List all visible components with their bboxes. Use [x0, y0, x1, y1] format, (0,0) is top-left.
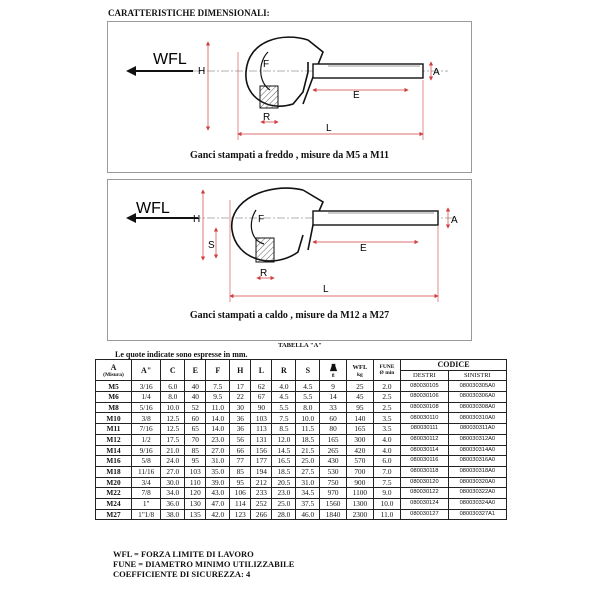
cell-code: 080030112 — [401, 434, 449, 445]
table-cell: 700 — [346, 466, 373, 477]
table-header-row — [96, 360, 507, 371]
table-cell: 7.5 — [272, 413, 296, 424]
table-cell: 67 — [251, 392, 272, 403]
col-l: L — [251, 360, 272, 381]
table-cell: 16.5 — [272, 456, 296, 467]
table-cell: 22 — [230, 392, 251, 403]
table-cell: 110 — [185, 477, 206, 488]
table-cell: 165 — [346, 424, 373, 435]
cell-code: 080030320A0 — [448, 477, 506, 488]
table-cell: 11/16 — [132, 466, 161, 477]
notes — [113, 549, 294, 579]
table-cell: 266 — [251, 509, 272, 520]
dimensions-table — [95, 359, 507, 520]
table-cell: 23.0 — [272, 488, 296, 499]
table-cell: 135 — [185, 509, 206, 520]
table-cell: 3.5 — [373, 424, 400, 435]
table-cell: 34.0 — [161, 488, 185, 499]
table-cell: 85 — [185, 445, 206, 456]
table-cell: 265 — [320, 445, 347, 456]
figure-cold-forged-hook — [107, 21, 472, 173]
table-cell: 570 — [346, 456, 373, 467]
table-cell: 1560 — [320, 498, 347, 509]
table-cell: 140 — [346, 413, 373, 424]
table-title: TABELLA "A" — [278, 342, 322, 349]
weight-icon — [329, 363, 338, 372]
table-cell: 24.0 — [161, 456, 185, 467]
table-cell: 45 — [346, 392, 373, 403]
figure-hot-forged-hook — [107, 179, 472, 341]
cell-code: 080030314A0 — [448, 445, 506, 456]
table-cell: 33 — [320, 402, 347, 413]
cell-code: 080030324A0 — [448, 498, 506, 509]
table-cell: 30.0 — [161, 477, 185, 488]
table-cell: 10.0 — [161, 402, 185, 413]
table-cell: 4.0 — [272, 381, 296, 392]
table-cell: 8.0 — [296, 402, 320, 413]
cell-size: M14 — [96, 445, 132, 456]
cell-code: 080030105 — [401, 381, 449, 392]
table-cell: 300 — [346, 434, 373, 445]
table-cell: 95 — [185, 456, 206, 467]
cell-size: M20 — [96, 477, 132, 488]
table-cell: 4.0 — [373, 445, 400, 456]
table-cell: 194 — [251, 466, 272, 477]
table-cell: 60 — [185, 413, 206, 424]
svg-text:L: L — [326, 123, 332, 134]
table-cell: 7/8 — [132, 488, 161, 499]
table-cell: 14 — [320, 392, 347, 403]
table-cell: 3.5 — [373, 413, 400, 424]
svg-text:H: H — [193, 214, 201, 225]
table-cell: 38.0 — [161, 509, 185, 520]
table-cell: 4.5 — [272, 392, 296, 403]
table-row — [96, 392, 507, 403]
table-cell: 9.5 — [206, 392, 230, 403]
table-row — [96, 402, 507, 413]
table-cell: 530 — [320, 466, 347, 477]
table-cell: 27.5 — [296, 466, 320, 477]
cell-size: M8 — [96, 402, 132, 413]
table-cell: 2.0 — [373, 381, 400, 392]
table-cell: 252 — [251, 498, 272, 509]
table-cell: 420 — [346, 445, 373, 456]
table-cell: 4.0 — [373, 434, 400, 445]
cell-size: M18 — [96, 466, 132, 477]
table-cell: 1100 — [346, 488, 373, 499]
table-row — [96, 381, 507, 392]
col-weight: g — [320, 360, 347, 381]
table-cell: 27.0 — [206, 445, 230, 456]
table-cell: 43.0 — [206, 488, 230, 499]
table-cell: 85 — [230, 466, 251, 477]
table-cell: 9/16 — [132, 445, 161, 456]
note-fune: FUNE = DIAMETRO MINIMO UTILIZZABILE — [113, 559, 295, 569]
table-cell: 156 — [251, 445, 272, 456]
table-body — [96, 381, 507, 520]
col-destri: DESTRI — [401, 370, 449, 381]
table-cell: 7/16 — [132, 424, 161, 435]
col-a: A (Misura) — [96, 360, 132, 381]
table-cell: 14.0 — [206, 413, 230, 424]
cell-code: 080030116 — [401, 456, 449, 467]
note-safety: COEFFICIENTE DI SICUREZZA: 4 — [113, 569, 251, 579]
table-cell: 103 — [251, 413, 272, 424]
table-cell: 11.0 — [206, 402, 230, 413]
cell-size: M27 — [96, 509, 132, 520]
table-cell: 123 — [230, 509, 251, 520]
table-row — [96, 498, 507, 509]
cell-size: M10 — [96, 413, 132, 424]
cell-code: 080030310A0 — [448, 413, 506, 424]
table-cell: 36.0 — [161, 498, 185, 509]
table-cell: 28.0 — [272, 509, 296, 520]
cell-size: M5 — [96, 381, 132, 392]
table-cell: 39.0 — [206, 477, 230, 488]
table-cell: 7.5 — [206, 381, 230, 392]
note-wfl: WFL = FORZA LIMITE DI LAVORO — [113, 549, 254, 559]
table-cell: 23.0 — [206, 434, 230, 445]
svg-text:F: F — [263, 59, 270, 70]
svg-text:A: A — [433, 67, 440, 78]
table-subtitle: Le quote indicate sono espresse in mm. — [115, 350, 248, 359]
table-cell: 35.0 — [206, 466, 230, 477]
table-cell: 34.5 — [296, 488, 320, 499]
table-cell: 11.0 — [373, 509, 400, 520]
table-cell: 114 — [230, 498, 251, 509]
table-cell: 60 — [320, 413, 347, 424]
col-fune: FUNE Ø min — [373, 360, 400, 381]
col-f: F — [206, 360, 230, 381]
table-cell: 8.5 — [272, 424, 296, 435]
col-h: H — [230, 360, 251, 381]
table-cell: 103 — [185, 466, 206, 477]
table-cell: 36 — [230, 413, 251, 424]
table-cell: 31.0 — [296, 477, 320, 488]
cell-code: 080030114 — [401, 445, 449, 456]
svg-text:F: F — [258, 214, 265, 225]
table-cell: 5.5 — [272, 402, 296, 413]
table-cell: 2.5 — [373, 402, 400, 413]
table-cell: 165 — [320, 434, 347, 445]
table-cell: 233 — [251, 488, 272, 499]
table-cell: 47.0 — [206, 498, 230, 509]
table-cell: 10.0 — [373, 498, 400, 509]
table-cell: 52 — [185, 402, 206, 413]
section-title: CARATTERISTICHE DIMENSIONALI: — [108, 8, 270, 18]
table-cell: 14.5 — [272, 445, 296, 456]
svg-text:E: E — [360, 243, 367, 254]
table-row — [96, 456, 507, 467]
table-cell: 6.0 — [373, 456, 400, 467]
col-c: C — [161, 360, 185, 381]
table-cell: 25.0 — [272, 498, 296, 509]
table-row — [96, 445, 507, 456]
col-e: E — [185, 360, 206, 381]
table-cell: 42.0 — [206, 509, 230, 520]
cell-code: 080030124 — [401, 498, 449, 509]
table-row — [96, 477, 507, 488]
cell-code: 080030110 — [401, 413, 449, 424]
cell-code: 080030108 — [401, 402, 449, 413]
cell-size: M12 — [96, 434, 132, 445]
table-cell: 177 — [251, 456, 272, 467]
table-cell: 31.0 — [206, 456, 230, 467]
table-cell: 1840 — [320, 509, 347, 520]
svg-text:R: R — [260, 268, 268, 279]
table-cell: 95 — [230, 477, 251, 488]
table-cell: 900 — [346, 477, 373, 488]
table-cell: 131 — [251, 434, 272, 445]
cell-code: 080030127 — [401, 509, 449, 520]
table-cell: 9 — [320, 381, 347, 392]
table-cell: 1" — [132, 498, 161, 509]
table-cell: 130 — [185, 498, 206, 509]
table-cell: 21.0 — [161, 445, 185, 456]
table-cell: 1300 — [346, 498, 373, 509]
table-cell: 25 — [346, 381, 373, 392]
table-cell: 1/2 — [132, 434, 161, 445]
table-cell: 65 — [185, 424, 206, 435]
table-cell: 3/4 — [132, 477, 161, 488]
svg-text:H: H — [198, 66, 206, 77]
table-cell: 5.5 — [296, 392, 320, 403]
table-cell: 90 — [251, 402, 272, 413]
col-a-inch: A" — [132, 360, 161, 381]
figure1-caption: Ganci stampati a freddo , misure da M5 a M11 — [189, 150, 390, 161]
col-codice: CODICE — [401, 360, 507, 371]
col-wfl: WFL kg — [346, 360, 373, 381]
table-cell: 56 — [230, 434, 251, 445]
table-row — [96, 424, 507, 435]
cell-code: 080030327A1 — [448, 509, 506, 520]
cell-size: M16 — [96, 456, 132, 467]
table-cell: 12.5 — [161, 424, 185, 435]
table-cell: 30 — [230, 402, 251, 413]
table-cell: 21.5 — [296, 445, 320, 456]
svg-text:R: R — [263, 112, 271, 123]
table-cell: 46.0 — [296, 509, 320, 520]
cell-code: 080030306A0 — [448, 392, 506, 403]
table-cell: 11.5 — [296, 424, 320, 435]
svg-text:A: A — [451, 215, 458, 226]
cell-code: 080030311A0 — [448, 424, 506, 435]
table-cell: 77 — [230, 456, 251, 467]
table-cell: 18.5 — [272, 466, 296, 477]
table-cell: 1"1/8 — [132, 509, 161, 520]
table-row — [96, 509, 507, 520]
wfl-label-2: WFL — [136, 200, 170, 217]
table-cell: 18.5 — [296, 434, 320, 445]
table-cell: 12.0 — [272, 434, 296, 445]
svg-text:L: L — [323, 284, 329, 295]
table-cell: 27.0 — [161, 466, 185, 477]
cell-size: M11 — [96, 424, 132, 435]
cell-code: 080030318A0 — [448, 466, 506, 477]
table-cell: 120 — [185, 488, 206, 499]
table-cell: 7.5 — [373, 477, 400, 488]
table-cell: 12.5 — [161, 413, 185, 424]
table-cell: 95 — [346, 402, 373, 413]
table-row — [96, 434, 507, 445]
table-cell: 17 — [230, 381, 251, 392]
table-cell: 1/4 — [132, 392, 161, 403]
figure2-caption: Ganci stampati a caldo , misure da M12 a M27 — [189, 310, 390, 321]
table-cell: 25.0 — [296, 456, 320, 467]
cell-code: 080030308A0 — [448, 402, 506, 413]
svg-text:E: E — [353, 90, 360, 101]
cell-size: M22 — [96, 488, 132, 499]
table-cell: 106 — [230, 488, 251, 499]
table-cell: 40 — [185, 392, 206, 403]
table-cell: 6.0 — [161, 381, 185, 392]
table-cell: 4.5 — [296, 381, 320, 392]
cell-code: 080030118 — [401, 466, 449, 477]
table-cell: 2.5 — [373, 392, 400, 403]
table-cell: 2300 — [346, 509, 373, 520]
table-cell: 17.5 — [161, 434, 185, 445]
table-cell: 5/8 — [132, 456, 161, 467]
table-row — [96, 413, 507, 424]
table-cell: 9.0 — [373, 488, 400, 499]
cell-code: 080030120 — [401, 477, 449, 488]
table-cell: 3/8 — [132, 413, 161, 424]
cell-code: 080030111 — [401, 424, 449, 435]
cell-code: 080030316A0 — [448, 456, 506, 467]
cell-code: 080030122 — [401, 488, 449, 499]
table-cell: 10.0 — [296, 413, 320, 424]
svg-text:S: S — [208, 240, 215, 251]
table-cell: 8.0 — [161, 392, 185, 403]
table-cell: 3/16 — [132, 381, 161, 392]
table-cell: 40 — [185, 381, 206, 392]
table-cell: 430 — [320, 456, 347, 467]
col-sinistri: SINISTRI — [448, 370, 506, 381]
table-cell: 20.5 — [272, 477, 296, 488]
table-cell: 212 — [251, 477, 272, 488]
cell-code: 080030305A0 — [448, 381, 506, 392]
table-row — [96, 488, 507, 499]
table-row — [96, 466, 507, 477]
col-r: R — [272, 360, 296, 381]
table-cell: 36 — [230, 424, 251, 435]
table-cell: 113 — [251, 424, 272, 435]
cell-code: 080030312A0 — [448, 434, 506, 445]
table-cell: 7.0 — [373, 466, 400, 477]
table-cell: 750 — [320, 477, 347, 488]
cell-size: M6 — [96, 392, 132, 403]
col-s: S — [296, 360, 320, 381]
table-cell: 14.0 — [206, 424, 230, 435]
table-cell: 80 — [320, 424, 347, 435]
table-cell: 5/16 — [132, 402, 161, 413]
wfl-label: WFL — [153, 51, 187, 68]
table-cell: 70 — [185, 434, 206, 445]
cell-code: 080030106 — [401, 392, 449, 403]
cell-size: M24 — [96, 498, 132, 509]
table-cell: 970 — [320, 488, 347, 499]
table-cell: 62 — [251, 381, 272, 392]
table-cell: 37.5 — [296, 498, 320, 509]
table-cell: 66 — [230, 445, 251, 456]
cell-code: 080030322A0 — [448, 488, 506, 499]
